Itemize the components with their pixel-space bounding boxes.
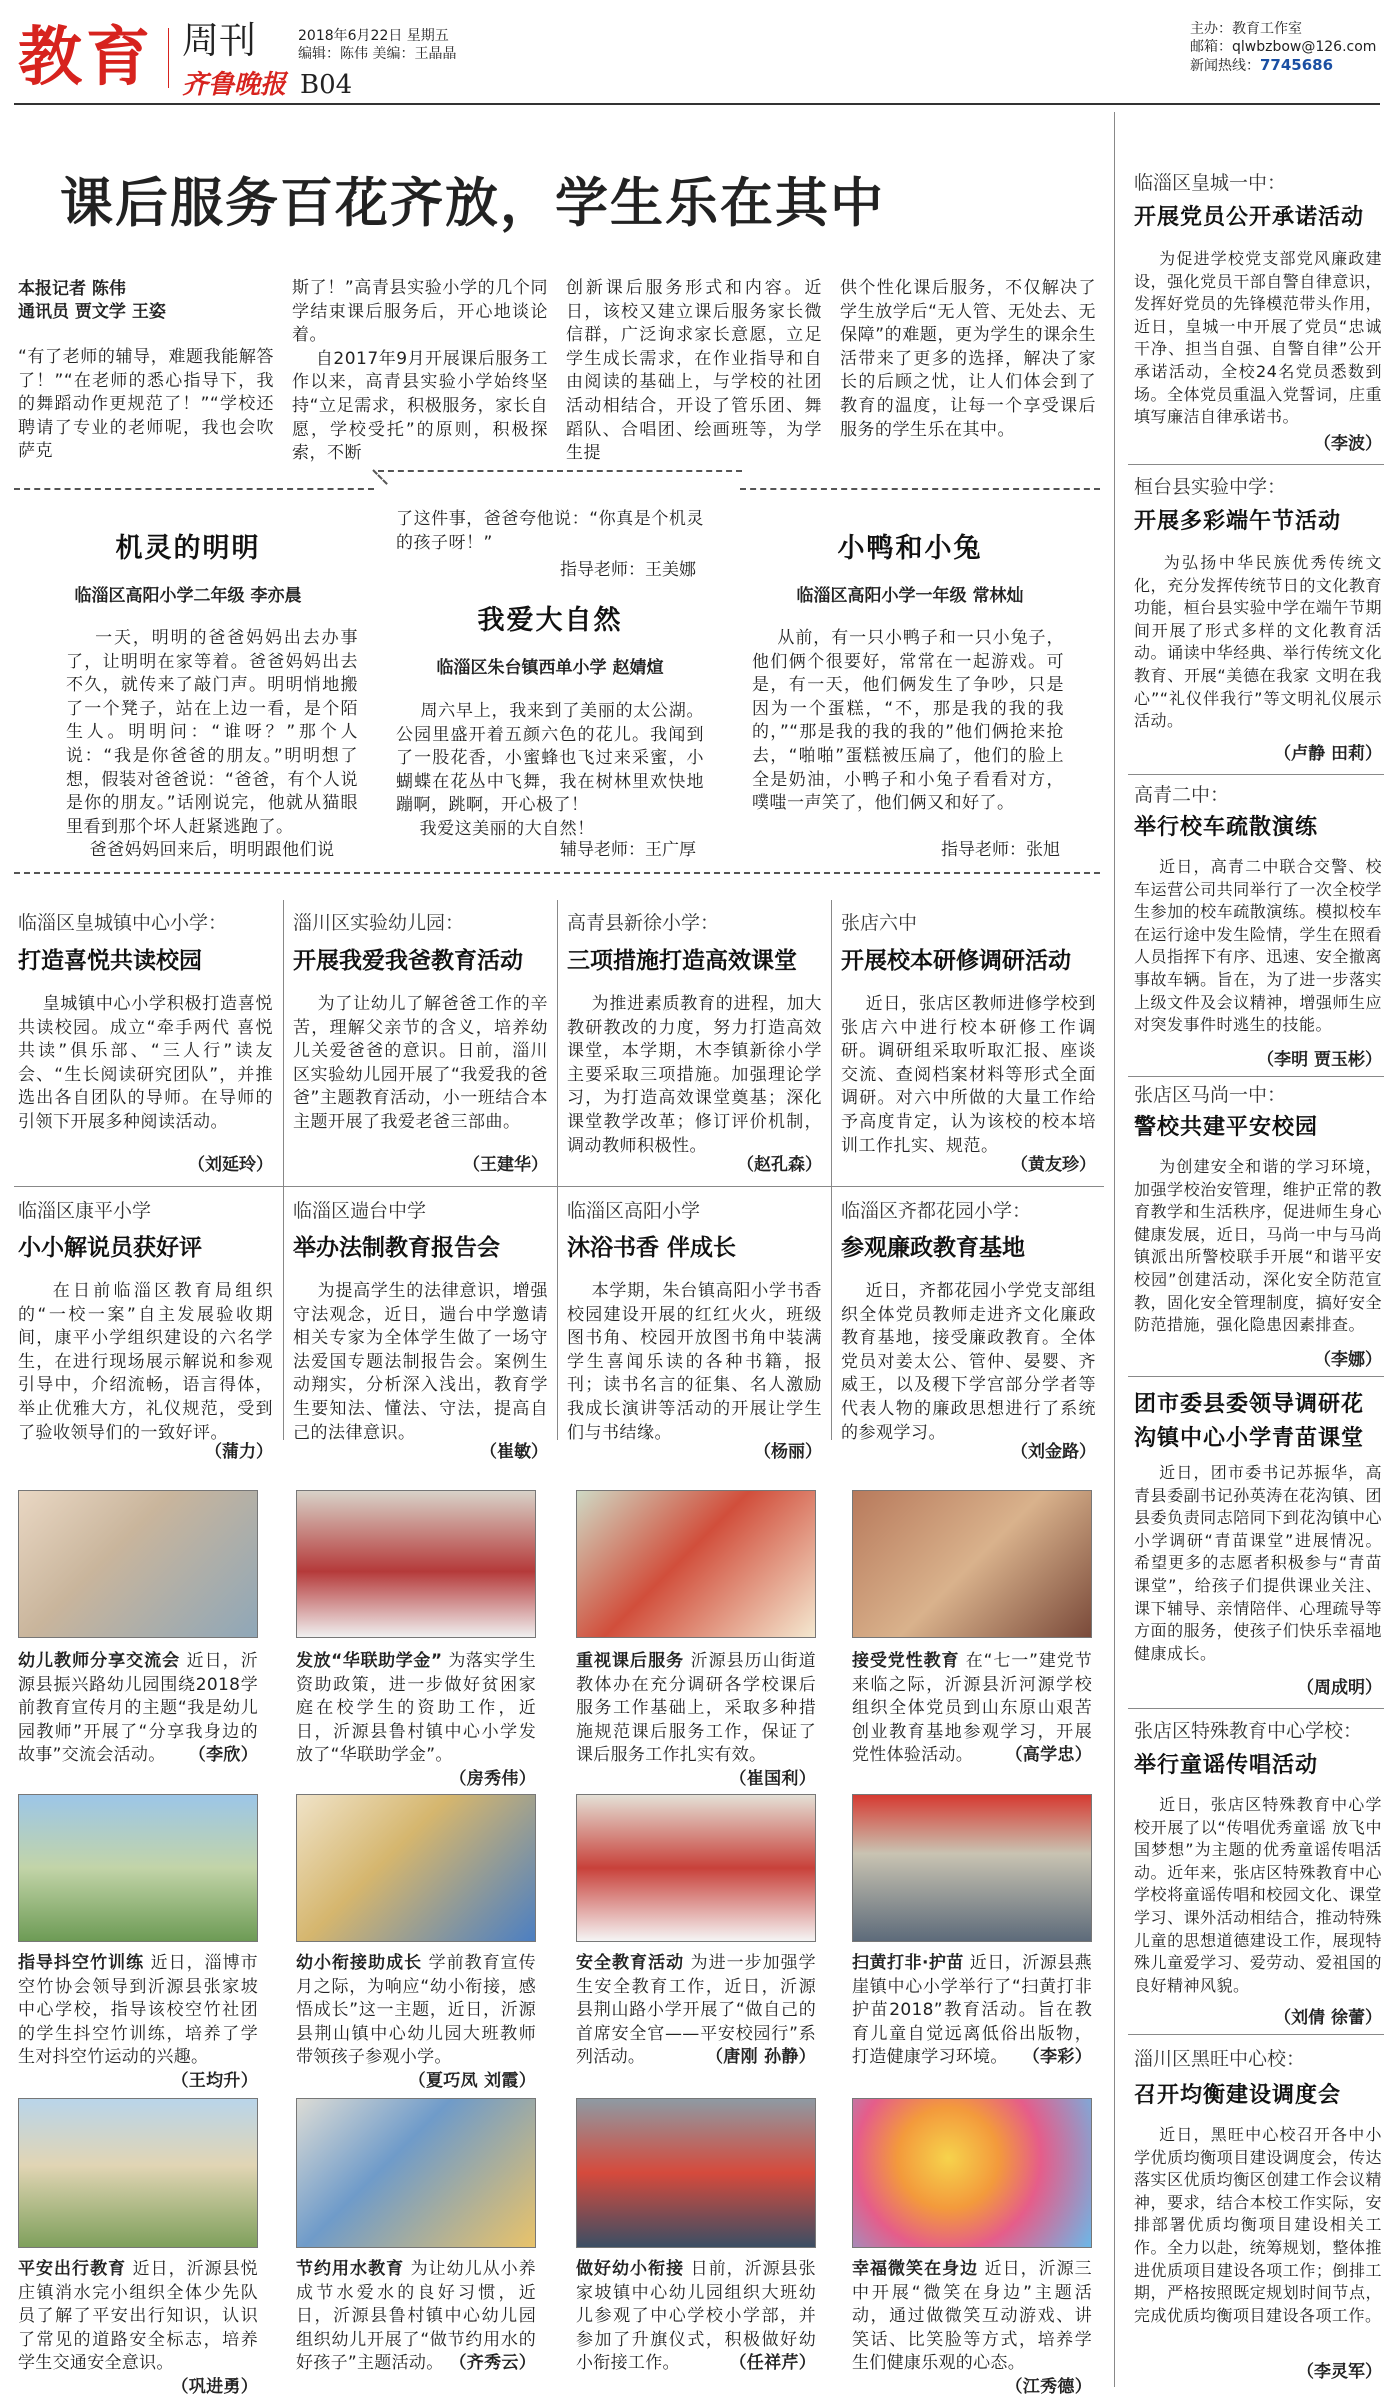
news-text: 本学期，朱台镇高阳小学书香校园建设开展的红红火火，班级图书角、校园开放图书角中装满学生喜闻乐读的各种书籍，报刊；读书名言的征集、名人激励我成长演讲等活动的开展让学生们与书结缘。 [567, 1281, 822, 1443]
photo-image [18, 1490, 258, 1638]
sidebar-text: 近日，高青二中联合交警、校车运营公司共同举行了一次全校学生参加的校车疏散演练。模拟校车在运行途中发生险情，学生在照看人员指挥下有序、迅速、安全撤离事故车辆。旨在，为了进一步落实上级文件及会议精神，增强师生应对突发事件时逃生的技能。 [1134, 857, 1382, 1035]
news-title: 举办法制教育报告会 [293, 1235, 500, 1261]
photo-text: 沂源县历山街道教体办在充分调研各学校课后服务工作基础上，采取多种措施规范课后服务工作，保证了课后服务工作扎实有效。 [576, 1651, 816, 1766]
photo-text: 近日，沂源县燕崖镇中心小学举行了“扫黄打非 护苗2018”教育活动。旨在教育儿童自觉远离低俗出版物，打造健康学习环境。 [852, 1953, 1092, 2068]
photo-caption-6 [296, 1952, 536, 2094]
photo-image [852, 1794, 1092, 1942]
masthead-email: 邮箱：qlwbzbow@126.com [1190, 39, 1377, 55]
photo-text: 近日，沂源县悦庄镇消水完小组织全体少先队员了解了平安出行知识，认识了常见的道路安全标志，培养学生交通安全意识。 [18, 2259, 258, 2374]
story-nature-title: 我爱大自然 [477, 605, 623, 636]
news-title: 开展校本研修调研活动 [841, 948, 1071, 974]
sidebar-title: 开展党员公开承诺活动 [1134, 205, 1365, 230]
lead-correspondents: 通讯员 贾文学 王姿 [18, 302, 166, 322]
sidebar-credit: （周成明） [1297, 1678, 1382, 1698]
story-mingming-teacher: 指导老师：王美娜 [560, 560, 696, 580]
lead-col4: 供个性化课后服务，不仅解决了学生放学后“无人管、无处去、无保障”的难题，更为学生的课余生活带来了更多的选择，解决了家长的后顾之忧，让人们体会到了教育的温度，让每一个享受课后服务的学生乐在其中。 [840, 278, 1096, 440]
photo-title: 节约用水教育 [296, 2259, 405, 2279]
lead-col2: 斯了！”高青县实验小学的几个同学结束课后服务后，开心地谈论着。 自2017年9月开展课后服务工作以来，高青县实验小学始终坚持“立足需求，积极服务，家长自愿，学校受托”的原则，积极探索，不断 [292, 278, 548, 464]
photo-text: 近日，淄博市空竹协会领导到沂源县张家坡中心学校，指导该校空竹社团的学生抖空竹训练，培养了学生对抖空竹运动的兴趣。 [18, 1953, 258, 2068]
photo-title: 做好幼小衔接 [576, 2259, 685, 2279]
sidebar-kicker: 临淄区皇城一中： [1134, 172, 1287, 194]
news-title: 打造喜悦共读校园 [18, 948, 202, 974]
photo-caption-8 [852, 1952, 1092, 2070]
news-title: 小小解说员获好评 [18, 1235, 202, 1261]
photo-image [852, 2098, 1092, 2248]
news-credit: （刘金路） [1011, 1442, 1096, 1462]
sidebar-credit: （李波） [1314, 434, 1382, 454]
photo-image [852, 1490, 1092, 1638]
sidebar-credit: （李娜） [1314, 1350, 1382, 1370]
photo-credit: （江秀德） [1005, 2376, 1092, 2395]
sidebar-credit: （李明 贾玉彬） [1257, 1050, 1382, 1070]
news-text: 近日，齐都花园小学党支部组织全体党员教师走进齐文化廉政教育基地，接受廉政教育。全体党员对姜太公、管仲、晏婴、齐威王，以及稷下学宫部分学者等代表人物的廉政思想进行了系统的参观学习。 [841, 1281, 1096, 1443]
masthead-hotline [1190, 56, 1333, 76]
masthead-date: 2018年6月22日 星期五 [298, 28, 449, 44]
photo-image [296, 1794, 536, 1942]
photo-credit: （房秀伟） [449, 1768, 536, 1789]
photo-title: 接受党性教育 [852, 1651, 960, 1671]
photo-text: 在“七一”建党节来临之际，沂源县沂河源学校组织全体党员到山东原山艰苦创业教育基地参观学习，开展党性体验活动。 [852, 1651, 1092, 1766]
photo-image [576, 1490, 816, 1638]
photo-caption-11 [576, 2258, 816, 2376]
news-kicker: 临淄区康平小学 [18, 1200, 152, 1222]
story-nature-teacher: 辅导老师：王广厚 [560, 840, 696, 860]
sidebar-credit: （刘倩 徐蕾） [1274, 2008, 1382, 2028]
story-duck-title: 小鸭和小兔 [837, 533, 983, 564]
news-text: 皇城镇中心小学积极打造喜悦共读校园。成立“牵手两代 喜悦共读”俱乐部、“三人行”读友会、“生长阅读研究团队”，并推选出各自团队的导师。在导师的引领下开展多种阅读活动。 [18, 994, 273, 1132]
sidebar-credit: （李灵军） [1297, 2362, 1382, 2382]
news-text: 为提高学生的法律意识，增强守法观念，近日，遄台中学邀请相关专家为全体学生做了一场守法爱国专题法制报告会。案例生动翔实，分析深入浅出，教育学生要知法、懂法、守法，提高自己的法律意识。 [293, 1281, 548, 1443]
story-nature-text: 周六早上，我来到了美丽的太公湖。公园里盛开着五颜六色的花儿。我闻到了一股花香，小蜜蜂也飞过来采蜜，小蝴蝶在花丛中飞舞，我在树林里欢快地蹦啊，跳啊，开心极了！ 我爱这美丽的大自然！ [396, 701, 705, 839]
news-credit: （赵孔森） [737, 1155, 822, 1175]
photo-title: 重视课后服务 [576, 1651, 685, 1671]
photo-credit: （齐秀云） [449, 2353, 536, 2374]
sidebar-kicker: 高青二中： [1134, 784, 1230, 806]
sidebar-text: 近日，团市委书记苏振华，高青县委副书记孙英涛在花沟镇、团县委负责同志陪同下到花沟镇中心小学调研“青苗课堂”进展情况。希望更多的志愿者积极参与“青苗课堂”，给孩子们提供课业关注、课下辅导、亲情陪伴、心理疏导等方面的服务，使孩子们快乐幸福地健康成长。 [1134, 1463, 1382, 1663]
story-duck-teacher: 指导老师：张旭 [941, 840, 1060, 860]
photo-caption-1 [18, 1650, 258, 1768]
photo-credit: （唐刚 孙静） [705, 2047, 816, 2068]
photo-image [296, 2098, 536, 2248]
sidebar-text: 为创建安全和谐的学习环境，加强学校治安管理，维护正常的教育教学和生活秩序，促进师生身心健康发展，近日，马尚一中与马尚镇派出所警校联手开展“和谐平安校园”创建活动，深化安全防范宣教，固化安全管理制度，搞好安全防范措施，强化隐患因素排查。 [1134, 1157, 1382, 1335]
masthead-paper-name: 齐鲁晚报 [182, 70, 287, 100]
news-credit: （刘延玲） [188, 1155, 273, 1175]
sidebar-kicker: 淄川区黑旺中心校： [1134, 2048, 1306, 2070]
news-kicker: 临淄区高阳小学 [567, 1200, 701, 1222]
sidebar-text: 为促进学校党支部党风廉政建设，强化党员干部自警自律意识，发挥好党员的先锋模范带头作用，近日，皇城一中开展了党员“忠诚干净、担当自强、自警自律”公开承诺活动，全校24名党员悉数到场。全体党员重温入党誓词，庄重填写廉洁自律承诺书。 [1134, 249, 1382, 427]
photo-image [576, 1794, 816, 1942]
photo-title: 扫黄打非·护苗 [852, 1953, 964, 1973]
photo-text: 日前，沂源县张家坡镇中心幼儿园组织大班幼儿参观了中心学校小学部，并参加了升旗仪式，积极做好幼小衔接工作。 [576, 2259, 816, 2374]
sidebar-credit: （卢静 田莉） [1274, 744, 1382, 764]
news-credit: （崔敏） [480, 1442, 548, 1462]
story-mingming-text: 一天，明明的爸爸妈妈出去办事了，让明明在家等着。爸爸妈妈出去不久，就传来了敲门声。明明悄地搬了一个凳子，站在上边一看，是个陌生人。明明问：“谁呀？”那个人说：“我是你爸爸的朋友。”明明想了想，假装对爸爸说：“爸爸，有个人说是你的朋友。”话刚说完，他就从猫眼里看到那个坏人赶紧逃跑了。 爸爸妈妈回来后，明明跟他们说 [66, 628, 358, 861]
story-duck-byline: 临淄区高阳小学一年级 常林灿 [796, 586, 1024, 606]
news-text: 为推进素质教育的进程，加大教研教改的力度，努力打造高效课堂，本学期，木李镇新徐小学主要采取三项措施。加强理论学习，为打造高效课堂奠基；深化课堂教学改革；修订评价机制，调动教师积极性。 [567, 994, 822, 1156]
photo-image [576, 2098, 816, 2248]
sidebar-text: 为弘扬中华民族优秀传统文化，充分发挥传统节日的文化教育功能，桓台县实验中学在端午节期间开展了形式多样的文化教育活动。诵读中华经典、举行传统文化教育、开展“美德在我家 文明在我心”“礼仪伴我行”等文明礼仪展示活动。 [1134, 553, 1382, 731]
news-kicker: 张店六中 [841, 912, 918, 934]
sidebar-title: 举行校车疏散演练 [1134, 815, 1319, 840]
masthead-host: 主办：教育工作室 [1190, 21, 1302, 37]
story-mingming-ending: 了这件事，爸爸夸他说：“你真是个机灵的孩子呀！” [396, 509, 704, 553]
photo-caption-12 [852, 2258, 1092, 2395]
photo-caption-4 [852, 1650, 1092, 1768]
hotline-label: 新闻热线： [1190, 58, 1260, 74]
photo-credit: （李彩） [1022, 2047, 1092, 2068]
lead-reporter: 本报记者 陈伟 [18, 279, 126, 299]
news-credit: （黄友珍） [1011, 1155, 1096, 1175]
photo-title: 幼儿教师分享交流会 [18, 1651, 181, 1671]
photo-caption-7 [576, 1952, 816, 2070]
lead-col1: “有了老师的辅导，难题我能解答了！”“在老师的悉心指导下，我的舞蹈动作更规范了！”“学校还聘请了专业的老师呢，我也会吹萨克 [18, 347, 274, 462]
hotline-number: 7745686 [1260, 56, 1334, 74]
lead-headline: 课后服务百花齐放，学生乐在其中 [60, 173, 885, 234]
sidebar-kicker: 张店区特殊教育中心学校： [1134, 1720, 1363, 1742]
news-text: 为了让幼儿了解爸爸工作的辛苦，理解父亲节的含义，培养幼儿关爱爸爸的意识。日前，淄川区实验幼儿园开展了“我爱我的爸爸”主题教育活动，小一班结合本主题开展了我爱老爸三部曲。 [293, 994, 548, 1132]
photo-title: 幼小衔接助成长 [296, 1953, 423, 1973]
news-kicker: 临淄区齐都花园小学： [841, 1200, 1032, 1222]
story-nature-byline: 临淄区朱台镇西单小学 赵婧煊 [436, 658, 664, 678]
news-title: 开展我爱我爸教育活动 [293, 948, 523, 974]
news-title: 三项措施打造高效课堂 [567, 948, 797, 974]
news-credit: （王建华） [463, 1155, 548, 1175]
photo-text: 近日，沂源三中开展“微笑在身边”主题活动，通过做微笑互动游戏、讲笑话、比笑脸等方式，培养学生们健康乐观的心态。 [852, 2259, 1092, 2374]
photo-title: 发放“华联助学金” [296, 1651, 443, 1671]
masthead-editors: 编辑：陈伟 美编：王晶晶 [298, 46, 457, 62]
news-kicker: 临淄区皇城镇中心小学： [18, 912, 228, 934]
photo-credit: （崔国利） [729, 1768, 816, 1789]
photo-credit: （李欣） [188, 1745, 258, 1766]
photo-text: 为让幼儿从小养成节水爱水的良好习惯，近日，沂源县鲁村镇中心幼儿园组织幼儿开展了“做节约用水的好孩子”主题活动。 [296, 2259, 536, 2374]
lead-col3: 创新课后服务形式和内容。近日，该校又建立课后服务家长微信群，广泛询求家长意愿，立足学生成长需求，在作业指导和自由阅读的基础上，与学校的社团活动相结合，开设了管乐团、舞蹈队、合唱团、绘画班等，为学生提 [566, 278, 822, 464]
sidebar-title: 举行童谣传唱活动 [1134, 1753, 1319, 1778]
news-kicker: 临淄区遄台中学 [293, 1200, 427, 1222]
photo-image [296, 1490, 536, 1638]
news-credit: （杨丽） [754, 1442, 822, 1462]
photo-caption-2 [296, 1650, 536, 1792]
news-kicker: 高青县新徐小学： [567, 912, 720, 934]
news-text: 近日，张店区教师进修学校到张店六中进行校本研修工作调研。调研组采取听取汇报、座谈交流、查阅档案材料等形式全面调研。对六中所做的大量工作给予高度肯定，认为该校的校本培训工作扎实、规范。 [841, 994, 1096, 1156]
photo-caption-3 [576, 1650, 816, 1792]
photo-credit: （高学忠） [1005, 1745, 1092, 1766]
masthead-page-number: B04 [300, 70, 353, 100]
sidebar-title: 警校共建平安校园 [1134, 1115, 1319, 1140]
news-credit: （蒲力） [205, 1442, 273, 1462]
photo-text: 学前教育宣传月之际，为响应“幼小衔接，感悟成长”这一主题，近日，沂源县荆山镇中心幼儿园大班教师带领孩子参观小学。 [296, 1953, 536, 2068]
masthead-weekly: 周刊 [182, 19, 256, 62]
masthead-title: 教育 [18, 21, 154, 95]
photo-credit: （巩进勇） [171, 2376, 258, 2395]
story-mingming-byline: 临淄区高阳小学二年级 李亦晨 [74, 586, 302, 606]
sidebar-title: 团市委县委领导调研花沟镇中心小学青苗课堂 [1134, 1392, 1365, 1451]
photo-credit: （王均升） [171, 2070, 258, 2091]
photo-text: 近日，沂源县振兴路幼儿园围绕2018学前教育宣传月的主题“我是幼儿园教师”开展了“分享我身边的故事”交流会活动。 [18, 1651, 259, 1766]
photo-image [18, 2098, 258, 2248]
sidebar-text: 近日，黑旺中心校召开各中小学优质均衡项目建设调度会，传达落实区优质均衡区创建工作会议精神，要求，结合本校工作实际，安排部署优质均衡项目建设相关工作。全力以赴，统筹规划，整体推进优质项目建设各项工作；倒排工期，严格按照既定规划时间节点，完成优质均衡项目建设各项工作。 [1134, 2125, 1382, 2325]
news-title: 参观廉政教育基地 [841, 1235, 1025, 1261]
photo-credit: （夏巧凤 刘霞） [408, 2070, 536, 2091]
photo-caption-5 [18, 1952, 258, 2094]
photo-title: 幸福微笑在身边 [852, 2259, 979, 2279]
sidebar-kicker: 张店区马尚一中： [1134, 1084, 1287, 1106]
news-kicker: 淄川区实验幼儿园： [293, 912, 465, 934]
sidebar-text: 近日，张店区特殊教育中心学校开展了以“传唱优秀童谣 放飞中国梦想”为主题的优秀童谣传唱活动。近年来，张店区特殊教育中心学校将童谣传唱和校园文化、课堂学习、课外活动相结合，推动特殊儿童的思想道德建设工作，展现特殊儿童爱学习、爱劳动、爱祖国的良好精神风貌。 [1134, 1795, 1382, 1995]
photo-title: 指导抖空竹训练 [18, 1953, 145, 1973]
photo-credit: （任祥芹） [729, 2353, 816, 2374]
news-text: 在日前临淄区教育局组织的“一校一案”自主发展验收期间，康平小学组织建设的六名学生，在进行现场展示解说和参观引导中，介绍流畅，语言得体，举止优雅大方，礼仪规范，受到了验收领导们的一致好评。 [18, 1281, 274, 1443]
photo-text: 为进一步加强学生安全教育工作，近日，沂源县荆山路小学开展了“做自己的首席安全官——平安校园行”系列活动。 [576, 1953, 816, 2068]
sidebar-kicker: 桓台县实验中学： [1134, 476, 1287, 498]
sidebar-title: 召开均衡建设调度会 [1134, 2083, 1342, 2108]
news-title: 沐浴书香 伴成长 [567, 1235, 737, 1261]
photo-caption-9 [18, 2258, 258, 2395]
story-mingming-title: 机灵的明明 [115, 533, 261, 564]
photo-title: 安全教育活动 [576, 1953, 685, 1973]
photo-text: 为落实学生资助政策，进一步做好贫困家庭在校学生的资助工作，近日，沂源县鲁村镇中心小学发放了“华联助学金”。 [296, 1651, 536, 1766]
sidebar-title: 开展多彩端午节活动 [1134, 509, 1342, 534]
photo-caption-10 [296, 2258, 536, 2376]
photo-title: 平安出行教育 [18, 2259, 127, 2279]
photo-image [18, 1794, 258, 1942]
story-duck-text: 从前，有一只小鸭子和一只小兔子，他们俩个很要好，常常在一起游戏。可是，有一天，他们俩发生了争吵，只是因为一个蛋糕，“不，那是我的我的我的，”“那是我的我的我的”他们俩抢来抢去，“啪啪”蛋糕被压扁了，他们的脸上全是奶油，小鸭子和小兔子看看对方，噗嗤一声笑了，他们俩又和好了。 [752, 628, 1065, 814]
